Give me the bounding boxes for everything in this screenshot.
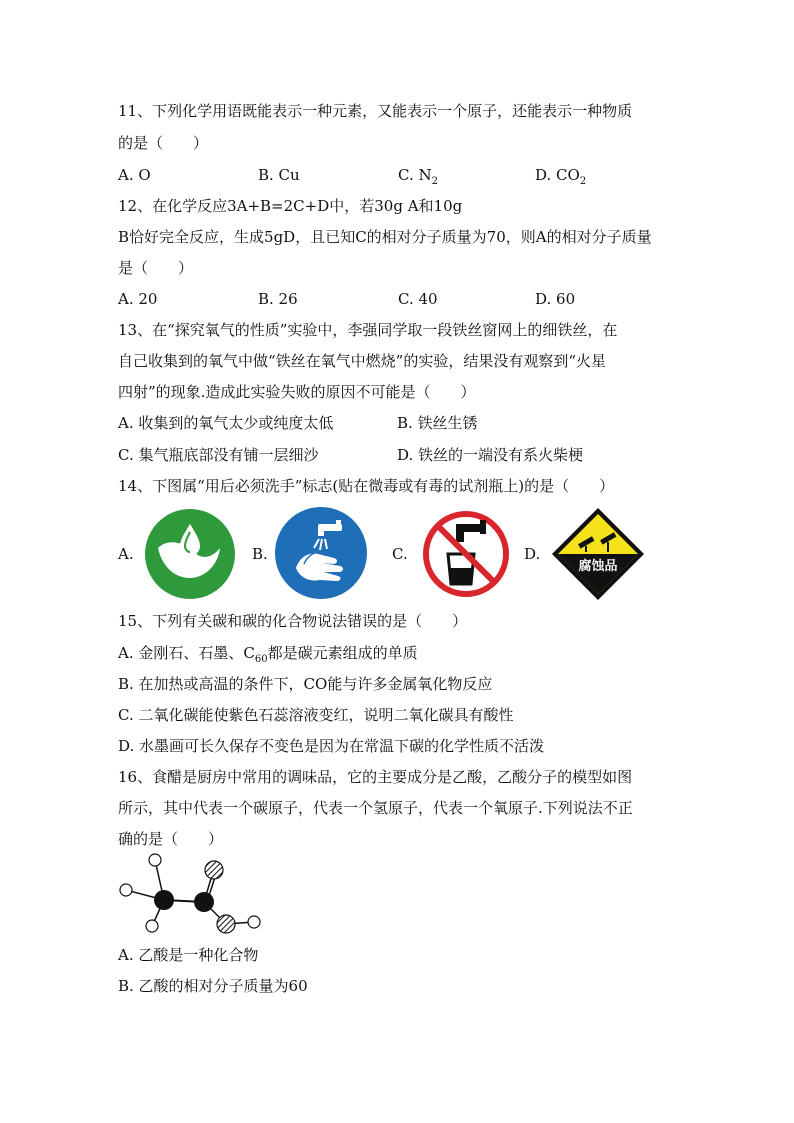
q12-option-d: D. 60: [535, 290, 576, 308]
q16-option-a: A. 乙酸是一种化合物: [118, 946, 259, 964]
q13-option-b: B. 铁丝生锈: [397, 414, 478, 432]
hydrogen-atom-icon: [120, 884, 132, 896]
q15-option-b: B. 在加热或高温的条件下，CO能与许多金属氧化物反应: [118, 675, 493, 693]
q12-option-c: C. 40: [398, 290, 438, 308]
q12-stem-line1: 12、在化学反应3A+B=2C+D中，若30g A和10g: [118, 197, 463, 215]
q15-option-c: C. 二氧化碳能使紫色石蕊溶液变红，说明二氧化碳具有酸性: [118, 706, 514, 724]
q13-stem-line3: 四射”的现象.造成此实验失败的原因不可能是（ ）: [118, 383, 476, 401]
corrosive-sign-icon: [550, 506, 646, 602]
q13-stem-line1: 13、在“探究氧气的性质”实验中，李强同学取一段铁丝窗网上的细铁丝，在: [118, 321, 618, 339]
q13-option-a: A. 收集到的氧气太少或纯度太低: [118, 414, 334, 432]
hydrogen-atom-icon: [149, 854, 161, 866]
q15-option-a: A. 金刚石、石墨、$C_{60}$都是碳元素组成的单质: [118, 644, 418, 665]
q14-stem-line1: 14、下图属“用后必须洗手”标志(贴在微毒或有毒的试剂瓶上)的是（ ）: [118, 477, 615, 495]
q11-option-b: B. Cu: [258, 166, 300, 184]
q16-option-b: B. 乙酸的相对分子质量为60: [118, 977, 308, 995]
q11-stem-line2: 的是（ ）: [118, 134, 209, 152]
q12-stem-line2: B恰好完全反应，生成5gD，且已知C的相对分子质量为70，则A的相对分子质量: [118, 228, 652, 246]
q14-option-c-label: C.: [392, 545, 408, 563]
q13-option-c: C. 集气瓶底部没有铺一层细沙: [118, 446, 319, 464]
q14-option-d-label: D.: [524, 545, 541, 563]
q11-stem-line1: 11、下列化学用语既能表示一种元素，又能表示一个原子，还能表示一种物质: [118, 102, 633, 120]
q12-option-a: A. 20: [118, 290, 158, 308]
q13-stem-line2: 自己收集到的氧气中做“铁丝在氧气中燃烧”的实验，结果没有观察到“火星: [118, 352, 607, 370]
carbon-atom-icon: [194, 892, 214, 912]
q11-option-c: C. $N_2$: [398, 166, 438, 187]
q11-option-a: A. O: [118, 166, 151, 184]
green-water-drop-sign-icon: [144, 508, 236, 600]
q15-stem-line1: 15、下列有关碳和碳的化合物说法错误的是（ ）: [118, 612, 468, 630]
q13-option-d: D. 铁丝的一端没有系火柴梗: [397, 446, 584, 464]
q11-option-d: D. $CO_2$: [535, 166, 587, 187]
q12-stem-line3: 是（ ）: [118, 259, 194, 277]
q16-stem-line3: 确的是（ ）: [118, 830, 224, 848]
oxygen-atom-icon: [217, 915, 235, 933]
acetic-acid-molecule-model: [112, 852, 272, 936]
wash-hands-sign-icon: [274, 506, 368, 600]
corrosive-sign-label: 腐蚀品: [578, 559, 618, 574]
q12-option-b: B. 26: [258, 290, 298, 308]
hydrogen-atom-icon: [248, 916, 260, 928]
carbon-atom-icon: [154, 890, 174, 910]
q16-stem-line2: 所示，其中代表一个碳原子，代表一个氢原子，代表一个氧原子.下列说法不正: [118, 799, 633, 817]
q15-option-d: D. 水墨画可长久保存不变色是因为在常温下碳的化学性质不活泼: [118, 737, 545, 755]
oxygen-atom-icon: [205, 861, 223, 879]
q16-stem-line1: 16、食醋是厨房中常用的调味品，它的主要成分是乙酸，乙酸分子的模型如图: [118, 768, 633, 786]
q14-option-b-label: B.: [252, 545, 268, 563]
q14-option-a-label: A.: [118, 545, 134, 563]
hydrogen-atom-icon: [146, 920, 158, 932]
no-drinking-water-sign-icon: [422, 510, 510, 598]
